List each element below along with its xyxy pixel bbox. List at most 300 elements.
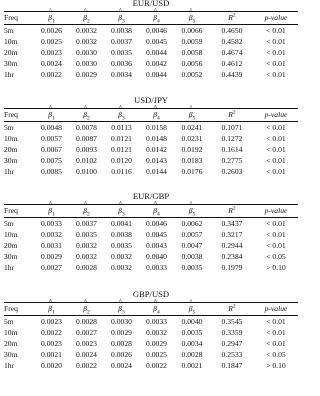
- freq-cell: 20m: [4, 48, 18, 57]
- column-header: [174, 298, 210, 316]
- table-cell: 0.0057: [181, 230, 203, 239]
- table-cell: 0.2775: [221, 156, 243, 165]
- table-cell: 0.0121: [111, 134, 132, 143]
- hat-accent: ^: [83, 298, 87, 306]
- header-subscript: 5: [192, 309, 196, 316]
- column-header: [4, 12, 34, 23]
- column-header-symbol: [118, 104, 125, 122]
- column-header: [4, 109, 34, 120]
- table-cell: 0.0085: [41, 167, 62, 176]
- table-row: [4, 349, 298, 360]
- table-cell: 0.0241: [181, 123, 203, 132]
- table-cell: 0.0142: [146, 145, 167, 154]
- table-cell: 0.0035: [181, 328, 203, 337]
- column-header: [104, 7, 139, 25]
- header-subscript: 4: [157, 309, 160, 316]
- table-row: [4, 240, 298, 251]
- table-cell: 0.4674: [221, 48, 243, 57]
- freq-cell: 30m: [4, 350, 18, 359]
- table-row: [4, 327, 298, 338]
- column-header-label: p-value: [264, 13, 288, 22]
- table-cell: < 0.01: [266, 145, 286, 154]
- table-cell: 0.0075: [41, 156, 62, 165]
- table-cell: < 0.01: [266, 241, 286, 250]
- table-cell: 0.0035: [76, 230, 97, 239]
- column-header-symbol: [228, 303, 235, 314]
- header-subscript: 2: [87, 309, 90, 316]
- table-cell: 0.0023: [41, 317, 62, 326]
- hat-accent: ^: [153, 104, 157, 112]
- table-cell: 0.0022: [146, 361, 167, 370]
- table-cell: 0.0036: [111, 59, 132, 68]
- header-subscript: 3: [122, 309, 125, 316]
- header-subscript: 5: [192, 18, 196, 25]
- table-cell: 0.2384: [221, 252, 243, 261]
- freq-cell: 30m: [4, 59, 18, 68]
- table-panel: [4, 289, 298, 373]
- table-cell: 0.0044: [146, 48, 167, 57]
- freq-cell: 5m: [4, 317, 14, 326]
- table-cell: < 0.01: [266, 26, 286, 35]
- header-symbol: β: [153, 304, 157, 313]
- column-header: [69, 298, 104, 316]
- freq-cell: 1hr: [4, 361, 15, 370]
- column-header: [4, 303, 34, 314]
- header-symbol: β: [83, 206, 87, 215]
- header-row: [4, 104, 298, 122]
- column-header-symbol: [48, 298, 55, 316]
- column-header: [174, 7, 210, 25]
- table-cell: < 0.01: [266, 134, 286, 143]
- table-cell: > 0.10: [266, 361, 286, 370]
- table-cell: 0.0030: [76, 48, 97, 57]
- table-cell: < 0.01: [266, 48, 286, 57]
- column-header: [34, 104, 69, 122]
- table-cell: 0.0056: [181, 59, 203, 68]
- column-header: [210, 303, 254, 314]
- table-cell: 0.0024: [41, 59, 62, 68]
- table-cell: < 0.01: [266, 167, 286, 176]
- table-cell: 0.4612: [221, 59, 243, 68]
- header-subscript: 2: [87, 115, 90, 122]
- column-header: [174, 104, 210, 122]
- freq-cell: 30m: [4, 252, 18, 261]
- table-cell: 0.2603: [221, 167, 243, 176]
- panel-title: USD/JPY: [134, 95, 168, 105]
- table-cell: 0.0028: [76, 317, 97, 326]
- column-header-symbol: [153, 298, 160, 316]
- table-cell: 0.0192: [181, 145, 203, 154]
- column-header: [69, 200, 104, 218]
- header-symbol: β: [188, 110, 193, 119]
- column-header-label: p-value: [264, 206, 288, 215]
- table-row: [4, 25, 298, 36]
- column-header-symbol: [228, 12, 235, 23]
- table-panel: [4, 0, 298, 82]
- header-subscript: 1: [52, 115, 55, 122]
- column-header-symbol: [118, 298, 125, 316]
- table-cell: 0.0028: [111, 339, 132, 348]
- column-header-symbol: [83, 7, 90, 25]
- hat-accent: ^: [48, 104, 52, 112]
- table-cell: 0.0031: [41, 241, 62, 250]
- hat-accent: ^: [118, 104, 122, 112]
- header-symbol: β: [188, 206, 193, 215]
- table-cell: 0.3437: [221, 219, 243, 228]
- header-symbol: β: [83, 110, 87, 119]
- table-cell: < 0.01: [266, 123, 286, 132]
- table-cell: 0.0078: [76, 123, 97, 132]
- column-header: [104, 200, 139, 218]
- table-cell: 0.0029: [76, 70, 97, 79]
- header-symbol: β: [118, 206, 122, 215]
- table-cell: 0.0093: [76, 145, 97, 154]
- table-cell: 0.0023: [76, 339, 97, 348]
- freq-cell: 10m: [4, 230, 18, 239]
- table-cell: 0.0066: [181, 26, 203, 35]
- table-cell: 0.0035: [181, 263, 203, 272]
- hat-accent: ^: [83, 104, 87, 112]
- table-cell: < 0.01: [266, 59, 286, 68]
- table-cell: 0.0029: [146, 339, 167, 348]
- column-header: [139, 7, 174, 25]
- header-subscript: 2: [87, 211, 90, 218]
- column-header-symbol: [118, 7, 125, 25]
- header-subscript: 5: [192, 115, 196, 122]
- header-symbol: β: [153, 206, 157, 215]
- hat-accent: ^: [83, 200, 87, 208]
- hat-accent: ^: [189, 104, 193, 112]
- header-subscript: 1: [52, 211, 55, 218]
- column-header: [34, 200, 69, 218]
- header-subscript: 3: [122, 115, 125, 122]
- column-header-symbol: [48, 200, 55, 218]
- table-cell: 0.0021: [41, 350, 62, 359]
- table-cell: 0.3217: [221, 230, 243, 239]
- table-cell: 0.0034: [111, 70, 132, 79]
- column-header: [210, 205, 254, 216]
- table-cell: 0.0120: [111, 156, 132, 165]
- header-symbol: β: [153, 13, 157, 22]
- column-header-label: p-value: [264, 304, 288, 313]
- table-cell: 0.0144: [146, 167, 167, 176]
- table-cell: 0.2533: [221, 350, 243, 359]
- table-row: [4, 58, 298, 69]
- table-cell: 0.0032: [146, 328, 167, 337]
- table-cell: 0.3545: [221, 317, 243, 326]
- table-cell: 0.0176: [181, 167, 203, 176]
- table-cell: 0.0020: [41, 361, 62, 370]
- table-cell: 0.0062: [181, 219, 203, 228]
- table-row: [4, 229, 298, 240]
- table-cell: 0.0038: [111, 230, 132, 239]
- table-cell: 0.0231: [181, 134, 203, 143]
- hat-accent: ^: [83, 7, 87, 15]
- table-cell: 0.0087: [76, 134, 97, 143]
- table-cell: 0.1071: [221, 123, 243, 132]
- header-subscript: 4: [157, 211, 160, 218]
- table-cell: < 0.01: [266, 230, 286, 239]
- hat-accent: ^: [118, 7, 122, 15]
- table-cell: 0.0032: [111, 252, 132, 261]
- table-row: [4, 144, 298, 155]
- table-row: [4, 360, 298, 371]
- hat-accent: ^: [118, 200, 122, 208]
- table-cell: 0.0052: [181, 70, 203, 79]
- column-header-symbol: [153, 104, 160, 122]
- table-cell: 0.0023: [41, 48, 62, 57]
- table-row: [4, 218, 298, 229]
- freq-cell: 1hr: [4, 263, 15, 272]
- header-symbol: β: [48, 110, 52, 119]
- header-subscript: 1: [52, 18, 55, 25]
- column-header-symbol: [188, 200, 196, 218]
- column-header: [34, 298, 69, 316]
- header-symbol: β: [153, 110, 157, 119]
- table-cell: 0.0043: [146, 241, 167, 250]
- column-header-symbol: [188, 298, 196, 316]
- table-cell: 0.0032: [76, 252, 97, 261]
- table-cell: 0.0100: [76, 167, 97, 176]
- header-symbol: β: [188, 13, 193, 22]
- table-cell: 0.0023: [41, 339, 62, 348]
- column-header-symbol: [228, 109, 235, 120]
- table-cell: < 0.01: [266, 328, 286, 337]
- column-header-symbol: [228, 205, 235, 216]
- table-row: [4, 133, 298, 144]
- table-cell: 0.0027: [41, 263, 62, 272]
- freq-cell: 1hr: [4, 167, 15, 176]
- header-subscript: 5: [192, 211, 196, 218]
- column-header: [104, 104, 139, 122]
- hat-accent: ^: [189, 200, 193, 208]
- table-cell: 0.0045: [146, 230, 167, 239]
- table-cell: 0.4439: [221, 70, 243, 79]
- table-cell: 0.0183: [181, 156, 203, 165]
- column-header-symbol: [188, 104, 196, 122]
- table-row: [4, 69, 298, 80]
- table-row: [4, 155, 298, 166]
- table-cell: 0.0033: [146, 317, 167, 326]
- column-header-symbol: [83, 200, 90, 218]
- header-superscript: 2: [232, 303, 236, 310]
- table-row: [4, 36, 298, 47]
- table-cell: 0.0041: [111, 219, 132, 228]
- column-header: [139, 200, 174, 218]
- header-symbol: β: [118, 110, 122, 119]
- table-cell: 0.0116: [111, 167, 132, 176]
- header-row: [4, 298, 298, 316]
- table-cell: 0.0022: [76, 361, 97, 370]
- column-header-label: Freq: [4, 110, 18, 119]
- table-cell: 0.0143: [146, 156, 167, 165]
- header-symbol: β: [83, 13, 87, 22]
- header-subscript: 4: [157, 115, 160, 122]
- table-cell: 0.0042: [146, 59, 167, 68]
- table-cell: 0.0030: [111, 317, 132, 326]
- header-subscript: 3: [122, 211, 125, 218]
- header-subscript: 2: [87, 18, 90, 25]
- header-symbol: β: [118, 13, 122, 22]
- column-header: [254, 109, 298, 120]
- table-cell: > 0.10: [266, 263, 286, 272]
- table-cell: 0.0102: [76, 156, 97, 165]
- table-row: [4, 251, 298, 262]
- freq-cell: 10m: [4, 37, 18, 46]
- header-symbol: β: [48, 206, 52, 215]
- table-cell: < 0.05: [266, 252, 286, 261]
- table-cell: 0.4650: [221, 26, 243, 35]
- table-cell: 0.0037: [76, 219, 97, 228]
- column-header: [210, 109, 254, 120]
- table-cell: 0.0021: [181, 361, 203, 370]
- column-header-label: Freq: [4, 304, 18, 313]
- table-cell: < 0.01: [266, 339, 286, 348]
- table-cell: 0.4582: [221, 37, 243, 46]
- table-cell: < 0.01: [266, 317, 286, 326]
- hat-accent: ^: [48, 7, 52, 15]
- header-symbol: R: [228, 13, 233, 22]
- table-cell: 0.3359: [221, 328, 243, 337]
- hat-accent: ^: [153, 298, 157, 306]
- table-cell: < 0.05: [266, 350, 286, 359]
- table-cell: 0.0046: [146, 219, 167, 228]
- column-header-symbol: [153, 200, 160, 218]
- table-cell: 0.0028: [76, 263, 97, 272]
- column-header: [104, 298, 139, 316]
- table-cell: < 0.01: [266, 37, 286, 46]
- column-header: [69, 104, 104, 122]
- table-cell: 0.0022: [41, 70, 62, 79]
- table-cell: 0.0022: [41, 328, 62, 337]
- hat-accent: ^: [48, 200, 52, 208]
- freq-cell: 30m: [4, 156, 18, 165]
- table-cell: < 0.01: [266, 70, 286, 79]
- table-cell: 0.0035: [111, 48, 132, 57]
- table-cell: 0.0158: [146, 123, 167, 132]
- table-cell: 0.0026: [41, 26, 62, 35]
- table-row: [4, 166, 298, 177]
- table-row: [4, 262, 298, 273]
- freq-cell: 20m: [4, 241, 18, 250]
- table-cell: 0.1272: [221, 134, 243, 143]
- table-cell: 0.0025: [41, 37, 62, 46]
- column-header-symbol: [153, 7, 160, 25]
- freq-cell: 5m: [4, 26, 14, 35]
- column-header-symbol: [48, 104, 55, 122]
- table-cell: 0.2947: [221, 339, 243, 348]
- column-header: [254, 12, 298, 23]
- table-cell: 0.0032: [76, 26, 97, 35]
- header-symbol: R: [228, 304, 233, 313]
- table-cell: 0.0028: [181, 350, 203, 359]
- table-cell: 0.0038: [111, 26, 132, 35]
- header-symbol: β: [83, 304, 87, 313]
- column-header: [254, 205, 298, 216]
- table-cell: 0.0040: [181, 317, 203, 326]
- column-header: [139, 104, 174, 122]
- table-cell: 0.0034: [181, 339, 203, 348]
- column-header-symbol: [118, 200, 125, 218]
- table-cell: 0.0121: [111, 145, 132, 154]
- hat-accent: ^: [153, 7, 157, 15]
- column-header: [34, 7, 69, 25]
- header-symbol: β: [48, 13, 52, 22]
- panel-title: GBP/USD: [132, 289, 170, 299]
- table-cell: 0.0045: [146, 37, 167, 46]
- table-cell: 0.0030: [76, 59, 97, 68]
- table-cell: 0.0025: [146, 350, 167, 359]
- table-cell: 0.0047: [181, 241, 203, 250]
- table-cell: < 0.01: [266, 219, 286, 228]
- column-header-symbol: [83, 104, 90, 122]
- freq-cell: 5m: [4, 219, 14, 228]
- header-superscript: 2: [232, 12, 236, 19]
- column-header-label: Freq: [4, 206, 18, 215]
- freq-cell: 10m: [4, 328, 18, 337]
- header-symbol: R: [228, 206, 233, 215]
- table-cell: 0.0067: [41, 145, 62, 154]
- table-cell: 0.2944: [221, 241, 243, 250]
- header-symbol: R: [228, 110, 233, 119]
- table-panel: [4, 191, 298, 275]
- table-cell: 0.0044: [146, 70, 167, 79]
- table-cell: 0.0148: [146, 134, 167, 143]
- column-header-label: Freq: [4, 13, 18, 22]
- table-cell: 0.0027: [76, 328, 97, 337]
- table-cell: 0.0033: [41, 219, 62, 228]
- table-cell: 0.0038: [181, 252, 203, 261]
- freq-cell: 5m: [4, 123, 14, 132]
- table-cell: 0.0040: [146, 252, 167, 261]
- freq-cell: 1hr: [4, 70, 15, 79]
- table-cell: 0.0046: [146, 26, 167, 35]
- panel-title: EUR/USD: [132, 0, 170, 8]
- table-panel: [4, 95, 298, 179]
- hat-accent: ^: [189, 7, 193, 15]
- header-symbol: β: [118, 304, 122, 313]
- table-row: [4, 122, 298, 133]
- column-header-symbol: [83, 298, 90, 316]
- column-header: [69, 7, 104, 25]
- freq-cell: 20m: [4, 339, 18, 348]
- table-row: [4, 47, 298, 58]
- table-cell: 0.0058: [181, 48, 203, 57]
- table-cell: 0.0037: [111, 37, 132, 46]
- header-row: [4, 200, 298, 218]
- table-row: [4, 316, 298, 327]
- column-header-symbol: [188, 7, 196, 25]
- table-cell: 0.0029: [111, 328, 132, 337]
- table-cell: 0.0032: [111, 263, 132, 272]
- header-row: [4, 7, 298, 25]
- column-header: [254, 303, 298, 314]
- header-superscript: 2: [232, 205, 236, 212]
- panel-title: EUR/GBP: [132, 191, 170, 201]
- column-header-symbol: [48, 7, 55, 25]
- column-header: [4, 205, 34, 216]
- table-cell: 0.1979: [221, 263, 243, 272]
- freq-cell: 20m: [4, 145, 18, 154]
- table-cell: 0.0033: [146, 263, 167, 272]
- column-header: [139, 298, 174, 316]
- table-cell: 0.0026: [111, 350, 132, 359]
- table-cell: 0.1614: [221, 145, 243, 154]
- header-symbol: β: [188, 304, 193, 313]
- hat-accent: ^: [153, 200, 157, 208]
- table-cell: 0.0024: [111, 361, 132, 370]
- header-subscript: 1: [52, 309, 55, 316]
